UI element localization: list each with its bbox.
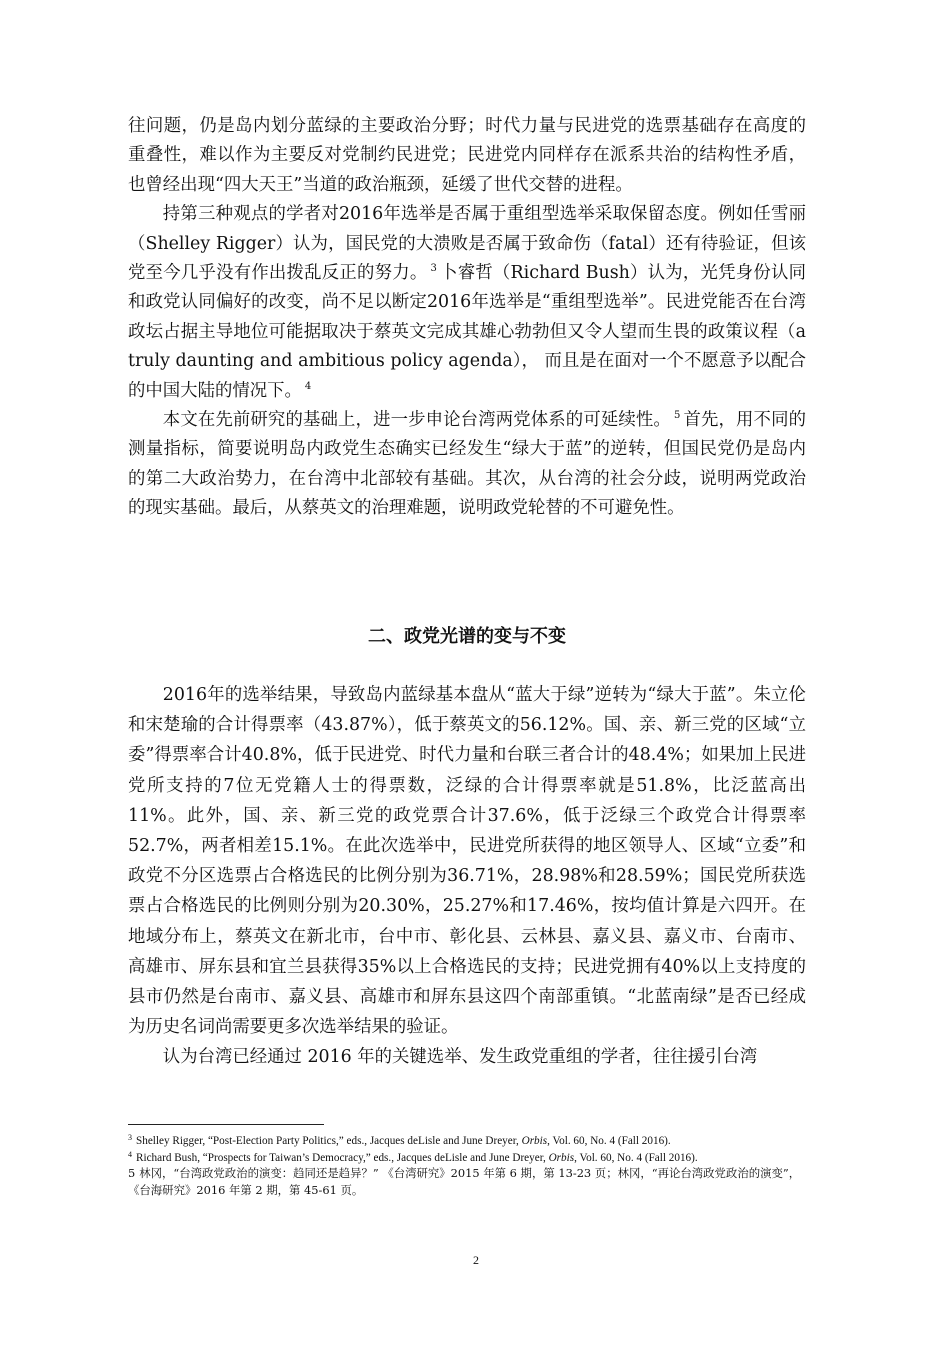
body-text-bottom bbox=[128, 680, 806, 1073]
footnote-4-journal: Orbis bbox=[548, 1152, 575, 1164]
footnote-ref-4[interactable]: 4 bbox=[304, 380, 312, 392]
footnote-5 bbox=[128, 1165, 806, 1199]
paragraph-this-paper-part1: 本文在先前研究的基础上，进一步申论台湾两党体系的可延续性。 bbox=[162, 410, 671, 431]
footnote-number-3: 3 bbox=[128, 1133, 132, 1142]
footnote-separator bbox=[128, 1124, 324, 1125]
section-heading: 二、政党光谱的变与不变 bbox=[368, 626, 566, 647]
footnote-3 bbox=[128, 1131, 806, 1148]
footnote-3-journal: Orbis bbox=[521, 1135, 548, 1147]
footnote-4-text: Richard Bush, “Prospects for Taiwan’s Democracy,” eds., Jacques deLisle and June Dreyer, bbox=[136, 1152, 549, 1164]
footnote-5-text: 林冈，“台湾政党政治的演变：趋同还是趋异？” 《台湾研究》2015 年第 6 期，第 13-23 页；林冈，“再论台湾政党政治的演变”，《台海研究》2016 年第 2 期，第 45-61 页。 bbox=[128, 1166, 801, 1197]
paragraph-third-view-part2: 卜睿哲（Richard Bush）认为，光凭身份认同和政党认同偏好的改变，尚不足以断定2016年选举是“重组型选举”。民进党能否在台湾政坛占据主导地位可能据取决于蔡英文完成其雄心勃勃但又令人望而生畏的政策议程（a truly daunting and ambitious policy agenda）， 而且是在面对一个不愿意予以配合的中国大陆的情况下。 bbox=[128, 263, 806, 401]
page-number: 2 bbox=[473, 1253, 479, 1267]
paragraph-third-view-part1: 持第三种观点的学者对2016年选举是否属于重组型选举采取保留态度。例如任雪丽（Shelley Rigger）认为，国民党的大溃败是否属于致命伤（fatal）还有待验证，但该党至今几乎没有作出拨乱反正的努力。 bbox=[128, 204, 806, 284]
paragraph-this-paper bbox=[128, 406, 806, 524]
footnotes bbox=[128, 1131, 806, 1199]
footnote-ref-3[interactable]: 3 bbox=[430, 263, 437, 275]
paragraph-this-paper-part2: 首先，用不同的测量指标，简要说明岛内政党生态确实已经发生“绿大于蓝”的逆转，但国民党仍是岛内的第二大政治势力，在台湾中北部较有基础。其次，从台湾的社会分歧，说明两党政治的现实基础。最后，从蔡英文的治理难题，说明政党轮替的不可避免性。 bbox=[128, 410, 806, 519]
paragraph-third-view bbox=[128, 200, 806, 406]
paragraph-election-results: 2016年的选举结果，导致岛内蓝绿基本盘从“蓝大于绿”逆转为“绿大于蓝”。朱立伦和宋楚瑜的合计得票率（43.87%），低于蔡英文的56.12%。国、亲、新三党的区域“立委”得票率合计40.8%，低于民进党、时代力量和台联三者合计的48.4%；如果加上民进党所支持的7位无党籍人士的得票数，泛绿的合计得票率就是51.8%，比泛蓝高出11%。此外，国、亲、新三党的政党票合计37.6%，低于泛绿三个政党合计得票率52.7%，两者相差15.1%。在此次选举中，民进党所获得的地区领导人、区域“立委”和政党不分区选票占合格选民的比例分别为36.71%，28.98%和28.59%；国民党所获选票占合格选民的比例则分别为20.30%，25.27%和17.46%，按均值计算是六四开。在地域分布上，蔡英文在新北市，台中市、彰化县、云林县、嘉义县、嘉义市、台南市、高雄市、屏东县和宜兰县获得35%以上合格选民的支持；民进党拥有40%以上支持度的县市仍然是台南市、嘉义县、高雄市和屏东县这四个南部重镇。“北蓝南绿”是否已经成为历史名词尚需要更多次选举结果的验证。 bbox=[128, 685, 806, 1038]
paragraph-realignment: 认为台湾已经通过 2016 年的关键选举、发生政党重组的学者，往往援引台湾 bbox=[162, 1047, 758, 1068]
paragraph-continuation: 往问题，仍是岛内划分蓝绿的主要政治分野；时代力量与民进党的选票基础存在高度的重叠性，难以作为主要反对党制约民进党；民进党内同样存在派系共治的结构性矛盾，也曾经出现“四大天王”当道的政治瓶颈，延缓了世代交替的进程。 bbox=[128, 116, 806, 195]
footnote-number-5: 5 bbox=[128, 1166, 136, 1180]
body-text-top bbox=[128, 112, 806, 524]
footnote-4-tail: , Vol. 60, No. 4 (Fall 2016). bbox=[574, 1152, 698, 1164]
footnote-ref-5[interactable]: 5 bbox=[673, 410, 681, 422]
footnote-3-tail: , Vol. 60, No. 4 (Fall 2016). bbox=[547, 1135, 671, 1147]
footnote-4 bbox=[128, 1148, 806, 1165]
footnote-number-4: 4 bbox=[128, 1150, 132, 1159]
footnote-3-text: Shelley Rigger, “Post-Election Party Politics,” eds., Jacques deLisle and June Dreyer, bbox=[136, 1135, 522, 1147]
